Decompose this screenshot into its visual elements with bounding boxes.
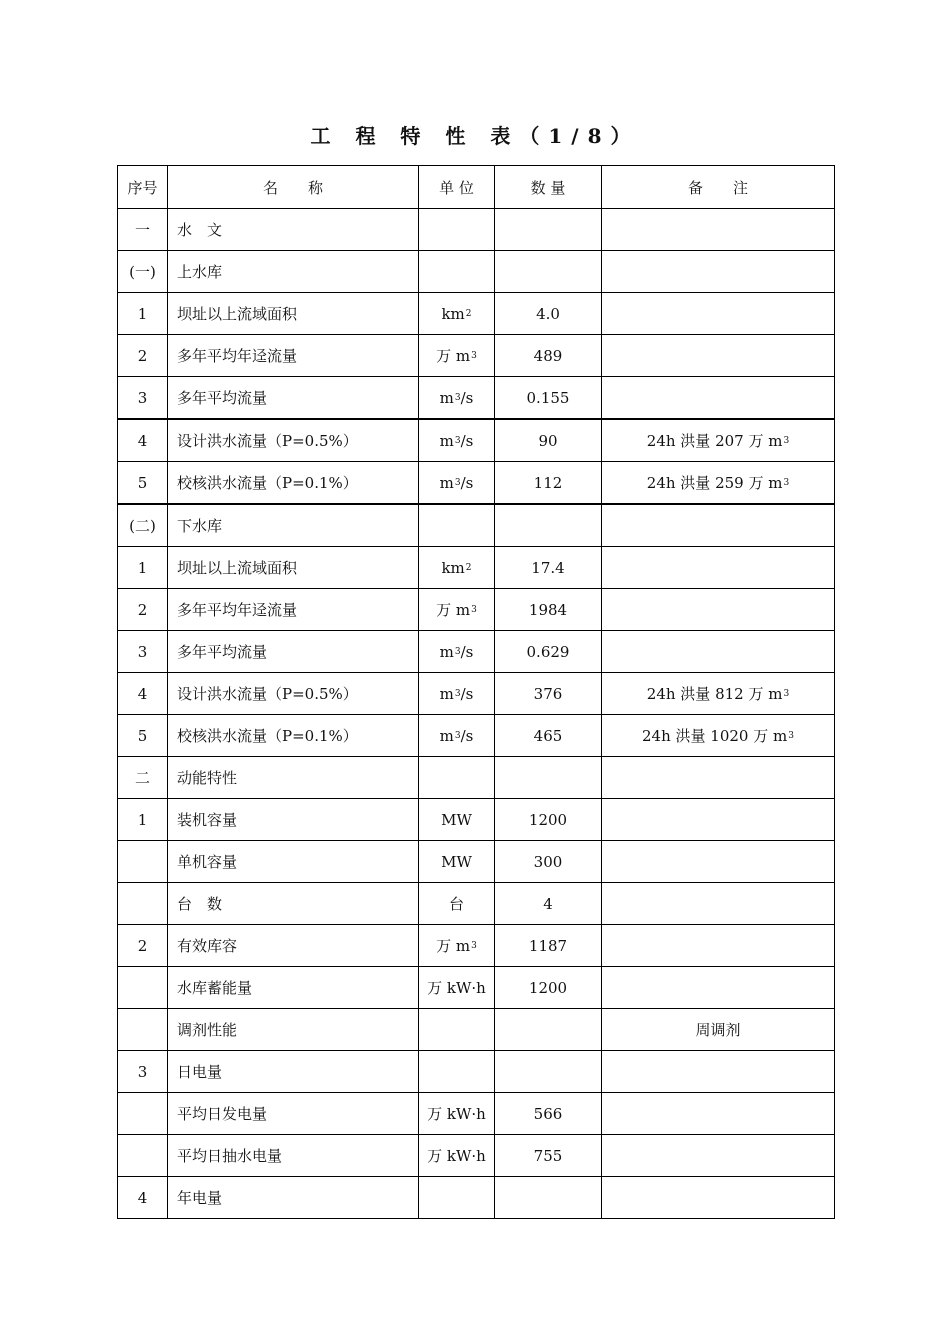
cell-name: 单机容量 bbox=[168, 841, 419, 883]
cell-name: 设计洪水流量（P=0.5%） bbox=[168, 673, 419, 715]
cell-unit bbox=[419, 1177, 495, 1219]
cell-qty: 755 bbox=[495, 1135, 602, 1177]
cell-note bbox=[602, 1093, 835, 1135]
cell-qty: 465 bbox=[495, 715, 602, 757]
note-text: 24h 洪量 259 万 m bbox=[646, 474, 783, 492]
cell-name: 校核洪水流量（P=0.1%） bbox=[168, 715, 419, 757]
table-row bbox=[118, 1093, 835, 1135]
cell-name: 设计洪水流量（P=0.5%） bbox=[168, 419, 419, 462]
cell-unit bbox=[419, 631, 495, 673]
cell-no: 4 bbox=[118, 1177, 168, 1219]
cell-qty: 489 bbox=[495, 335, 602, 377]
cell-note bbox=[602, 1177, 835, 1219]
cell-name: 平均日抽水电量 bbox=[168, 1135, 419, 1177]
cell-qty: 566 bbox=[495, 1093, 602, 1135]
cell-unit bbox=[419, 1009, 495, 1051]
unit-text: km bbox=[441, 304, 465, 323]
unit-text: 万 kW·h bbox=[427, 1105, 486, 1123]
unit-superscript: 2 bbox=[465, 562, 472, 573]
note-superscript: 3 bbox=[783, 436, 790, 446]
cell-note bbox=[602, 589, 835, 631]
unit-text: 万 m bbox=[436, 347, 471, 365]
cell-unit bbox=[419, 883, 495, 925]
cell-no: 4 bbox=[118, 673, 168, 715]
cell-no: 1 bbox=[118, 799, 168, 841]
table-row bbox=[118, 925, 835, 967]
cell-unit bbox=[419, 841, 495, 883]
cell-note bbox=[602, 1135, 835, 1177]
table-row bbox=[118, 504, 835, 547]
cell-no bbox=[118, 841, 168, 883]
table-row bbox=[118, 1051, 835, 1093]
spec-table bbox=[117, 165, 835, 1219]
unit-text: 万 kW·h bbox=[427, 1147, 486, 1165]
cell-note bbox=[602, 925, 835, 967]
cell-qty bbox=[495, 504, 602, 547]
cell-unit bbox=[419, 673, 495, 715]
cell-note bbox=[602, 504, 835, 547]
unit-superscript: 3 bbox=[454, 392, 461, 403]
cell-unit bbox=[419, 377, 495, 420]
cell-name: 有效库容 bbox=[168, 925, 419, 967]
unit-text: 万 m bbox=[436, 937, 471, 955]
cell-name: 平均日发电量 bbox=[168, 1093, 419, 1135]
unit-superscript: 3 bbox=[471, 351, 477, 361]
cell-name: 水库蓄能量 bbox=[168, 967, 419, 1009]
cell-qty: 1187 bbox=[495, 925, 602, 967]
cell-name: 日电量 bbox=[168, 1051, 419, 1093]
table-row bbox=[118, 1177, 835, 1219]
table-row bbox=[118, 673, 835, 715]
cell-unit bbox=[419, 967, 495, 1009]
cell-unit bbox=[419, 209, 495, 251]
unit-superscript: 3 bbox=[471, 605, 477, 615]
cell-note bbox=[602, 335, 835, 377]
unit-text: MW bbox=[441, 810, 472, 829]
cell-no: 3 bbox=[118, 377, 168, 420]
cell-name: 多年平均年迳流量 bbox=[168, 589, 419, 631]
cell-qty: 300 bbox=[495, 841, 602, 883]
cell-qty: 90 bbox=[495, 419, 602, 462]
cell-unit bbox=[419, 1051, 495, 1093]
cell-name: 坝址以上流域面积 bbox=[168, 547, 419, 589]
cell-name: 年电量 bbox=[168, 1177, 419, 1219]
note-superscript: 3 bbox=[783, 478, 790, 488]
unit-superscript: 3 bbox=[471, 941, 477, 951]
cell-no: (一) bbox=[118, 251, 168, 293]
cell-no bbox=[118, 967, 168, 1009]
cell-unit bbox=[419, 335, 495, 377]
cell-no: 2 bbox=[118, 589, 168, 631]
cell-no: 3 bbox=[118, 631, 168, 673]
note-text: 周调剂 bbox=[695, 1021, 741, 1039]
cell-no: 2 bbox=[118, 925, 168, 967]
unit-suffix: /s bbox=[460, 684, 474, 703]
cell-name: 上水库 bbox=[168, 251, 419, 293]
cell-no bbox=[118, 883, 168, 925]
cell-note bbox=[602, 715, 835, 757]
table-row bbox=[118, 757, 835, 799]
cell-qty bbox=[495, 757, 602, 799]
header-cell-unit: 单 位 bbox=[419, 166, 495, 209]
cell-no: (二) bbox=[118, 504, 168, 547]
cell-note bbox=[602, 883, 835, 925]
unit-text: 台 bbox=[448, 895, 464, 913]
unit-suffix: /s bbox=[460, 473, 474, 492]
unit-superscript: 3 bbox=[454, 435, 461, 446]
page-title: 工 程 特 性 表（1/8） bbox=[310, 124, 640, 148]
unit-suffix: /s bbox=[460, 642, 474, 661]
unit-text: 万 m bbox=[436, 601, 471, 619]
cell-qty bbox=[495, 209, 602, 251]
cell-qty: 0.155 bbox=[495, 377, 602, 420]
cell-no: 3 bbox=[118, 1051, 168, 1093]
cell-no: 二 bbox=[118, 757, 168, 799]
table-row bbox=[118, 631, 835, 673]
cell-unit bbox=[419, 1135, 495, 1177]
header-cell-qty: 数 量 bbox=[495, 166, 602, 209]
cell-note bbox=[602, 251, 835, 293]
cell-no: 2 bbox=[118, 335, 168, 377]
header-cell-no: 序号 bbox=[118, 166, 168, 209]
unit-text: m bbox=[439, 642, 454, 661]
cell-unit bbox=[419, 925, 495, 967]
cell-no: 5 bbox=[118, 462, 168, 505]
table-row bbox=[118, 883, 835, 925]
cell-name: 水 文 bbox=[168, 209, 419, 251]
cell-note bbox=[602, 841, 835, 883]
cell-no bbox=[118, 1093, 168, 1135]
cell-note bbox=[602, 1051, 835, 1093]
cell-qty: 376 bbox=[495, 673, 602, 715]
table-row bbox=[118, 209, 835, 251]
cell-qty: 4.0 bbox=[495, 293, 602, 335]
cell-unit bbox=[419, 757, 495, 799]
cell-qty bbox=[495, 1009, 602, 1051]
cell-name: 调剂性能 bbox=[168, 1009, 419, 1051]
note-superscript: 3 bbox=[783, 689, 790, 699]
cell-qty: 4 bbox=[495, 883, 602, 925]
cell-note bbox=[602, 462, 835, 505]
table-row bbox=[118, 547, 835, 589]
cell-no: 5 bbox=[118, 715, 168, 757]
unit-superscript: 3 bbox=[454, 477, 461, 488]
note-text: 24h 洪量 207 万 m bbox=[646, 432, 783, 450]
table-row bbox=[118, 715, 835, 757]
unit-text: km bbox=[441, 558, 465, 577]
unit-superscript: 3 bbox=[454, 688, 461, 699]
cell-unit bbox=[419, 1093, 495, 1135]
cell-note bbox=[602, 673, 835, 715]
cell-qty: 112 bbox=[495, 462, 602, 505]
cell-name: 动能特性 bbox=[168, 757, 419, 799]
unit-text: m bbox=[439, 684, 454, 703]
cell-unit bbox=[419, 251, 495, 293]
cell-qty: 0.629 bbox=[495, 631, 602, 673]
table-row bbox=[118, 419, 835, 462]
cell-note bbox=[602, 293, 835, 335]
unit-text: MW bbox=[441, 852, 472, 871]
note-text: 24h 洪量 1020 万 m bbox=[642, 727, 788, 745]
table-row bbox=[118, 251, 835, 293]
cell-qty: 1200 bbox=[495, 967, 602, 1009]
table-row bbox=[118, 293, 835, 335]
cell-name: 多年平均年迳流量 bbox=[168, 335, 419, 377]
cell-note bbox=[602, 967, 835, 1009]
cell-no: 1 bbox=[118, 293, 168, 335]
cell-no: 1 bbox=[118, 547, 168, 589]
table-row bbox=[118, 589, 835, 631]
cell-note bbox=[602, 631, 835, 673]
cell-qty bbox=[495, 251, 602, 293]
cell-unit bbox=[419, 547, 495, 589]
cell-name: 装机容量 bbox=[168, 799, 419, 841]
table-row bbox=[118, 1009, 835, 1051]
cell-note bbox=[602, 209, 835, 251]
cell-no bbox=[118, 1009, 168, 1051]
cell-note bbox=[602, 757, 835, 799]
cell-qty: 1984 bbox=[495, 589, 602, 631]
unit-suffix: /s bbox=[460, 431, 474, 450]
cell-qty: 17.4 bbox=[495, 547, 602, 589]
cell-name: 多年平均流量 bbox=[168, 631, 419, 673]
unit-suffix: /s bbox=[460, 726, 474, 745]
unit-superscript: 3 bbox=[454, 730, 461, 741]
cell-name: 多年平均流量 bbox=[168, 377, 419, 420]
cell-name: 台 数 bbox=[168, 883, 419, 925]
table-row bbox=[118, 799, 835, 841]
table-header-row bbox=[118, 166, 835, 209]
unit-text: m bbox=[439, 726, 454, 745]
table-row bbox=[118, 462, 835, 505]
unit-text: 万 kW·h bbox=[427, 979, 486, 997]
cell-qty bbox=[495, 1177, 602, 1219]
cell-note bbox=[602, 377, 835, 420]
table-row bbox=[118, 335, 835, 377]
table-row bbox=[118, 377, 835, 420]
cell-unit bbox=[419, 589, 495, 631]
table-row bbox=[118, 1135, 835, 1177]
table-row bbox=[118, 841, 835, 883]
table-row bbox=[118, 967, 835, 1009]
cell-qty: 1200 bbox=[495, 799, 602, 841]
cell-qty bbox=[495, 1051, 602, 1093]
unit-suffix: /s bbox=[460, 388, 474, 407]
cell-no: 一 bbox=[118, 209, 168, 251]
cell-unit bbox=[419, 419, 495, 462]
unit-text: m bbox=[439, 473, 454, 492]
unit-superscript: 2 bbox=[465, 308, 472, 319]
header-cell-name: 名 称 bbox=[168, 166, 419, 209]
cell-note bbox=[602, 547, 835, 589]
cell-name: 下水库 bbox=[168, 504, 419, 547]
header-cell-note: 备 注 bbox=[602, 166, 835, 209]
cell-unit bbox=[419, 799, 495, 841]
unit-text: m bbox=[439, 388, 454, 407]
cell-no bbox=[118, 1135, 168, 1177]
cell-unit bbox=[419, 504, 495, 547]
cell-no: 4 bbox=[118, 419, 168, 462]
unit-superscript: 3 bbox=[454, 646, 461, 657]
cell-name: 坝址以上流域面积 bbox=[168, 293, 419, 335]
note-text: 24h 洪量 812 万 m bbox=[646, 685, 783, 703]
note-superscript: 3 bbox=[788, 731, 794, 741]
unit-text: m bbox=[439, 431, 454, 450]
cell-note bbox=[602, 419, 835, 462]
cell-note bbox=[602, 1009, 835, 1051]
cell-unit bbox=[419, 462, 495, 505]
cell-unit bbox=[419, 293, 495, 335]
cell-unit bbox=[419, 715, 495, 757]
cell-note bbox=[602, 799, 835, 841]
cell-name: 校核洪水流量（P=0.1%） bbox=[168, 462, 419, 505]
